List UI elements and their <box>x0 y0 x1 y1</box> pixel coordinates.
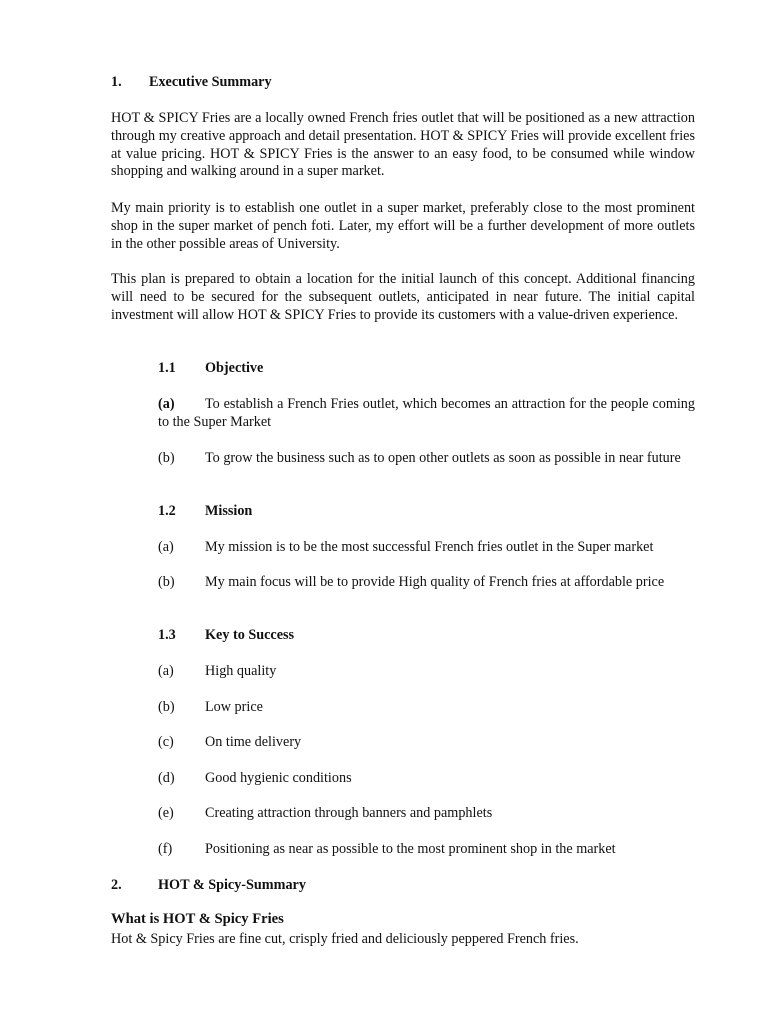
item-label: (d) <box>158 770 175 786</box>
item-label: (b) <box>158 699 175 715</box>
item-text: Creating attraction through banners and pamphlets <box>205 805 493 821</box>
paragraph: HOT & SPICY Fries are a locally owned French fries outlet that will be positioned as a new attraction through my creative approach and detail presentation. HOT & SPICY Fries will provide excellent fries at value pricing. HOT & SPICY Fries is the answer to an easy food, to be consumed while window shopping and walking around in a super market. <box>111 110 695 180</box>
subsection-heading-key-to-success <box>158 627 294 645</box>
section-title: Executive Summary <box>149 74 272 90</box>
objective-item <box>158 396 695 432</box>
success-item <box>158 734 695 752</box>
subsection-number: 1.2 <box>158 503 176 519</box>
item-label: (b) <box>158 450 175 466</box>
paragraph: Hot & Spicy Fries are fine cut, crisply fried and deliciously peppered French fries. <box>111 931 579 947</box>
item-label: (a) <box>158 539 174 555</box>
item-label: (f) <box>158 841 173 857</box>
item-label: (a) <box>158 396 175 412</box>
subsection-heading-objective <box>158 360 263 378</box>
subsection-heading-mission <box>158 503 252 521</box>
item-label: (e) <box>158 805 174 821</box>
item-text: My main focus will be to provide High quality of French fries at affordable price <box>205 574 665 590</box>
objective-item <box>158 450 695 468</box>
item-text: Low price <box>205 699 263 715</box>
success-item <box>158 805 695 823</box>
subsection-number: 1.1 <box>158 360 176 376</box>
section-number: 1. <box>111 74 122 90</box>
section-heading-executive-summary <box>111 74 272 92</box>
success-item <box>158 770 695 788</box>
item-text: High quality <box>205 663 277 679</box>
item-text: Positioning as near as possible to the most prominent shop in the market <box>205 841 616 857</box>
item-label: (c) <box>158 734 174 750</box>
mission-item <box>158 539 695 557</box>
item-label: (b) <box>158 574 175 590</box>
mission-item <box>158 574 695 592</box>
item-text: Good hygienic conditions <box>205 770 352 786</box>
subsection-title: Objective <box>205 360 264 376</box>
item-label: (a) <box>158 663 174 679</box>
success-item <box>158 663 695 681</box>
item-text: To establish a French Fries outlet, which becomes an attraction for the people coming to the Super Market <box>158 396 695 430</box>
subsection-title: Key to Success <box>205 627 295 643</box>
paragraph: My main priority is to establish one outlet in a super market, preferably close to the most prominent shop in the super market of pench foti. Later, my effort will be a further development of more outlets in the other possible areas of University. <box>111 200 695 252</box>
success-item <box>158 699 695 717</box>
item-text: To grow the business such as to open other outlets as soon as possible in near future <box>205 450 681 466</box>
section-title: HOT & Spicy-Summary <box>158 877 306 893</box>
section-number: 2. <box>111 877 122 893</box>
success-item <box>158 841 695 859</box>
subsection-number: 1.3 <box>158 627 176 643</box>
subheading-what-is: What is HOT & Spicy Fries <box>111 911 284 927</box>
item-text: On time delivery <box>205 734 302 750</box>
item-text: My mission is to be the most successful French fries outlet in the Super market <box>205 539 654 555</box>
paragraph: This plan is prepared to obtain a location for the initial launch of this concept. Additional financing will need to be secured for the subsequent outlets, anticipated in near future. The initial capital investment will allow HOT & SPICY Fries to provide its customers with a value-driven experience. <box>111 271 695 323</box>
section-heading-hot-spicy-summary <box>111 877 306 895</box>
subsection-title: Mission <box>205 503 253 519</box>
